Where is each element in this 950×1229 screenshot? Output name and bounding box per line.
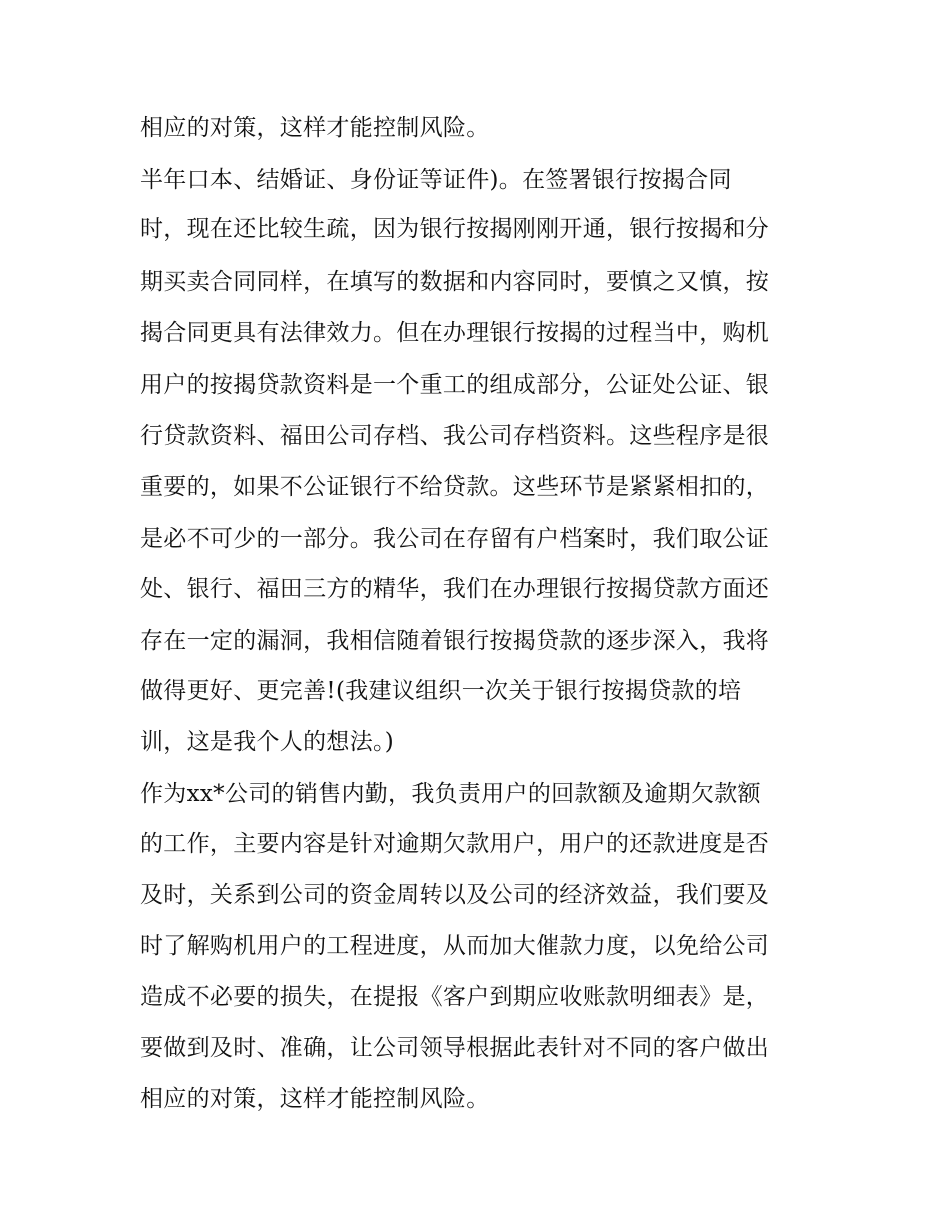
text-line: 存在一定的漏洞，我相信随着银行按揭贷款的逐步深入，我将 xyxy=(140,628,770,654)
text-line: 造成不必要的损失，在提报《客户到期应收账款明细表》是， xyxy=(140,984,770,1010)
text-line: 要做到及时、准确，让公司领导根据此表针对不同的客户做出 xyxy=(140,1035,770,1061)
text-line: 处、银行、福田三方的精华，我们在办理银行按揭贷款方面还 xyxy=(140,576,770,602)
text-line: 是必不可少的一部分。我公司在存留有户档案时，我们取公证 xyxy=(140,526,770,552)
text-line: 做得更好、更完善!(我建议组织一次关于银行按揭贷款的培 xyxy=(140,678,742,704)
text-line: 及时，关系到公司的资金周转以及公司的经济效益，我们要及 xyxy=(140,882,770,908)
text-line: 时了解购机用户的工程进度，从而加大催款力度，以免给公司 xyxy=(140,933,770,959)
text-line: 时，现在还比较生疏，因为银行按揭刚刚开通，银行按揭和分 xyxy=(140,216,770,242)
text-line: 用户的按揭贷款资料是一个重工的组成部分，公证处公证、银 xyxy=(140,372,770,398)
text-line: 作为xx*公司的销售内勤，我负责用户的回款额及逾期欠款额 xyxy=(140,781,761,807)
text-line: 重要的，如果不公证银行不给贷款。这些环节是紧紧相扣的， xyxy=(140,474,770,500)
text-line: 的工作，主要内容是针对逾期欠款用户，用户的还款进度是否 xyxy=(140,831,770,857)
text-line: 相应的对策，这样才能控制风险。 xyxy=(140,1086,490,1112)
text-line: 相应的对策，这样才能控制风险。 xyxy=(140,115,490,141)
text-line: 期买卖合同同样，在填写的数据和内容同时，要慎之又慎，按 xyxy=(140,269,770,295)
text-line: 半年口本、结婚证、身份证等证件)。在签署银行按揭合同 xyxy=(140,167,732,193)
text-line: 训，这是我个人的想法。) xyxy=(140,729,395,755)
text-line: 行贷款资料、福田公司存档、我公司存档资料。这些程序是很 xyxy=(140,423,770,449)
text-line: 揭合同更具有法律效力。但在办理银行按揭的过程当中，购机 xyxy=(140,320,770,346)
